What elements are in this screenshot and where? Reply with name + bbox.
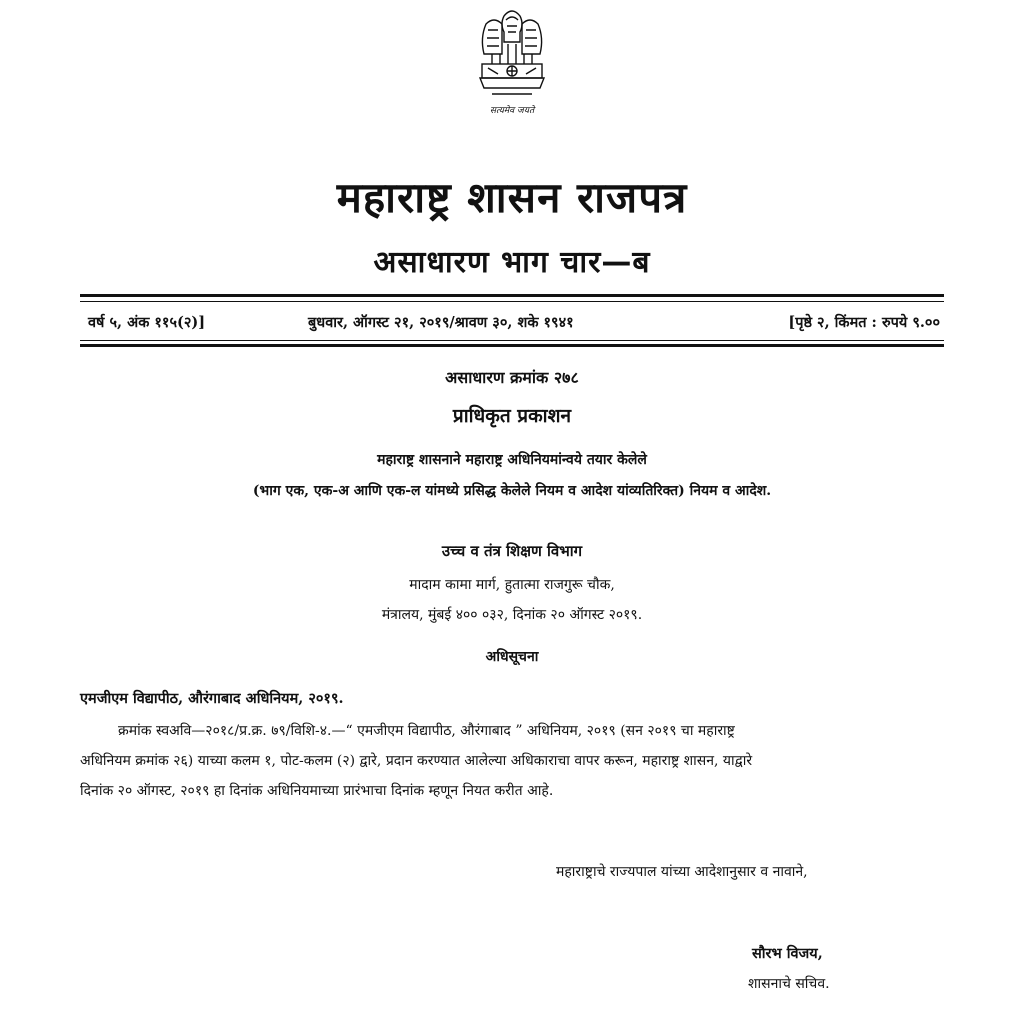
notification-para-line3: दिनांक २० ऑगस्ट, २०१९ हा दिनांक अधिनियमाच्या प्रारंभाचा दिनांक म्हणून नियत करीत आहे.	[80, 783, 554, 799]
department-name: उच्च व तंत्र शिक्षण विभाग	[441, 542, 583, 560]
issue-date: बुधवार, ऑगस्ट २१, २०१९/श्रावण ३०, शके १९४१	[308, 314, 574, 331]
issue-meta-row	[80, 306, 944, 340]
gazette-title: महाराष्ट्र शासन राजपत्र	[336, 173, 688, 222]
department-address-line2: मंत्रालय, मुंबई ४०० ०३२, दिनांक २० ऑगस्ट २०१९.	[381, 607, 643, 623]
emblem-motto: सत्यमेव जयते	[489, 106, 535, 116]
bottom-rule-thick	[80, 344, 944, 347]
extraordinary-number: असाधारण क्रमांक २७८	[445, 368, 579, 387]
act-title: एमजीएम विद्यापीठ, औरंगाबाद अधिनियम, २०१९.	[80, 690, 344, 707]
gazette-subtitle: असाधारण भाग चार—ब	[373, 245, 651, 280]
signatory-designation: शासनाचे सचिव.	[748, 976, 830, 992]
authorized-publication: प्राधिकृत प्रकाशन	[452, 405, 572, 427]
top-rule-thin	[80, 301, 944, 302]
notification-heading: अधिसूचना	[485, 649, 539, 665]
notification-para-line1: क्रमांक स्वअवि—२०१८/प्र.क्र. ७९/विशि-४.—“ एमजीएम विद्यापीठ, औरंगाबाद ” अधिनियम, २०१९ (सन २०१९ चा महाराष्ट्र	[118, 723, 735, 739]
signatory-name: सौरभ विजय,	[752, 945, 823, 962]
issue-volume: वर्ष ५, अंक ११५(२)]	[88, 314, 206, 331]
notification-para-line2: अधिनियम क्रमांक २६) याच्या कलम १, पोट-कलम (२) द्वारे, प्रदान करण्यात आलेल्या अधिकाराचा वापर करून, महाराष्ट्र शासन, याद्वारे	[80, 753, 753, 769]
top-rule-thick	[80, 294, 944, 297]
department-address-line1: मादाम कामा मार्ग, हुतात्मा राजगुरू चौक,	[409, 577, 615, 593]
notice-description-line1: महाराष्ट्र शासनाने महाराष्ट्र अधिनियमांन्वये तयार केलेले	[377, 452, 647, 468]
notice-description-line2: (भाग एक, एक-अ आणि एक-ल यांमध्ये प्रसिद्ध केलेले नियम व आदेश यांव्यतिरिक्त) नियम व आदेश.	[252, 483, 772, 499]
bottom-rule-thin	[80, 340, 944, 341]
order-line: महाराष्ट्राचे राज्यपाल यांच्या आदेशानुसार व नावाने,	[556, 864, 808, 880]
issue-pages-price: [पृष्ठे २, किंमत : रुपये ९.००	[788, 314, 940, 331]
